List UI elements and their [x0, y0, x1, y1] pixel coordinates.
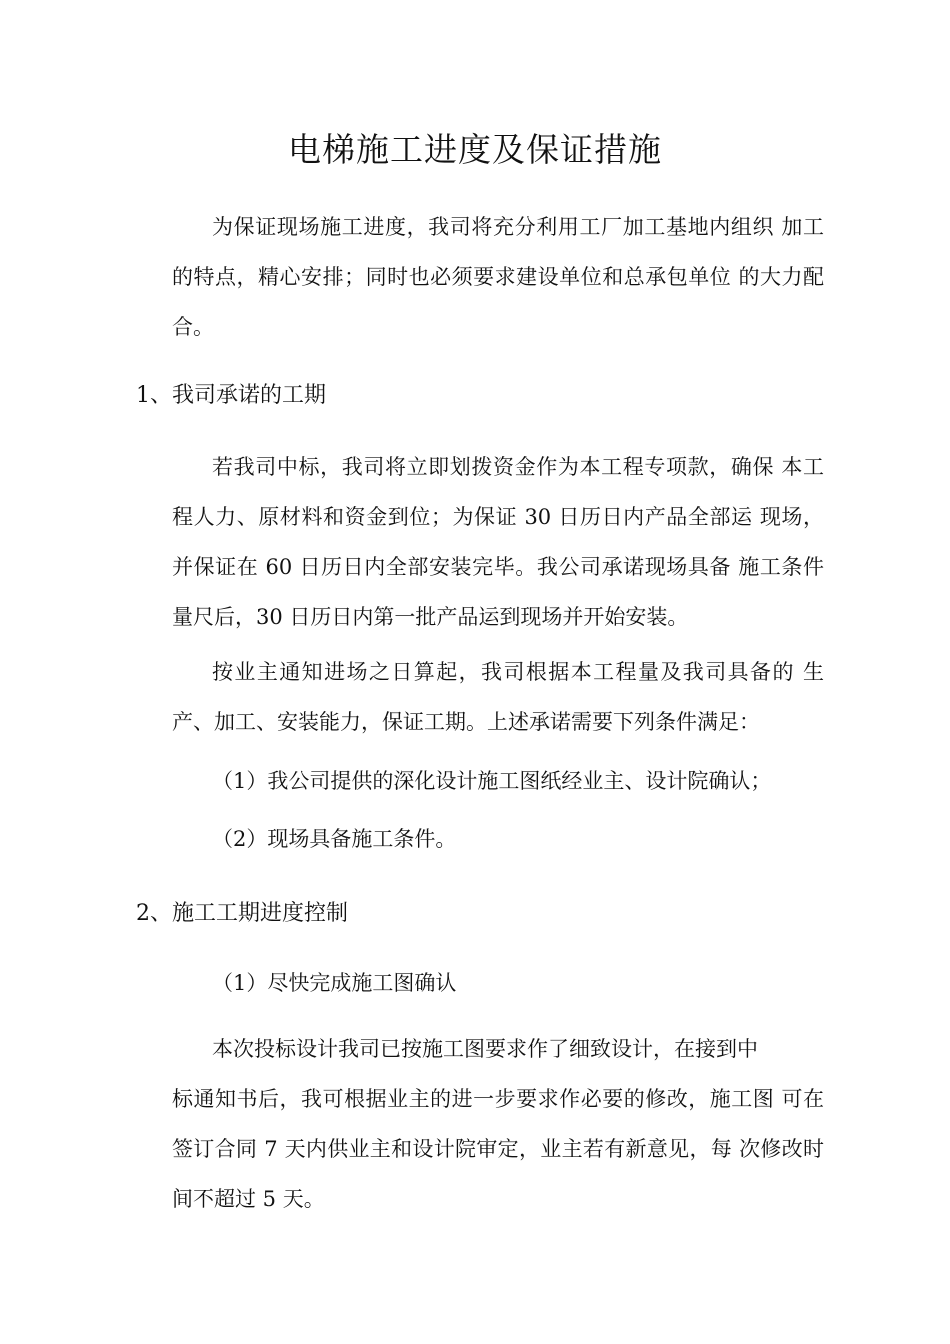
section-2-paragraph — [172, 1024, 824, 1224]
document-title: 电梯施工进度及保证措施 — [288, 130, 662, 169]
intro-line-2: 的特点，精心安排；同时也必须要求建设单位和总承包单位 的大力配 — [172, 265, 824, 289]
s2p-line-1: 本次投标设计我司已按施工图要求作了细致设计，在接到中 — [212, 1037, 758, 1061]
section-1-heading: 1、我司承诺的工期 — [136, 383, 326, 408]
condition-item-2: （2）现场具备施工条件。 — [212, 827, 457, 851]
section-2-heading: 2、施工工期进度控制 — [136, 901, 348, 926]
s1p1-line-4: 量尺后，30 日历日内第一批产品运到现场并开始安装。 — [172, 605, 689, 629]
condition-item-1: （1）我公司提供的深化设计施工图纸经业主、设计院确认； — [212, 769, 772, 793]
s1p1-line-2: 程人力、原材料和资金到位；为保证 30 日历日内产品全部运 现场， — [172, 505, 824, 529]
s1p2-line-1: 按业主通知进场之日算起，我司根据本工程量及我司具备的 生 — [212, 660, 824, 684]
section-1-paragraph-1 — [172, 442, 824, 642]
section-1-paragraph-2 — [172, 647, 824, 747]
intro-line-3: 合。 — [172, 315, 214, 339]
s1p2-line-2: 产、加工、安装能力，保证工期。上述承诺需要下列条件满足： — [172, 710, 760, 734]
s1p1-line-1: 若我司中标，我司将立即划拨资金作为本工程专项款，确保 本工 — [212, 455, 824, 479]
intro-line-1: 为保证现场施工进度，我司将充分利用工厂加工基地内组织 加工 — [212, 215, 824, 239]
s2p-line-2: 标通知书后，我可根据业主的进一步要求作必要的修改，施工图 可在 — [172, 1087, 824, 1111]
s2p-line-4: 间不超过 5 天。 — [172, 1187, 325, 1211]
s1p1-line-3: 并保证在 60 日历日内全部安装完毕。我公司承诺现场具备 施工条件 — [172, 555, 824, 579]
section-2-subheading: （1）尽快完成施工图确认 — [212, 971, 457, 995]
intro-paragraph — [172, 202, 824, 352]
s2p-line-3: 签订合同 7 天内供业主和设计院审定，业主若有新意见，每 次修改时 — [172, 1137, 824, 1161]
